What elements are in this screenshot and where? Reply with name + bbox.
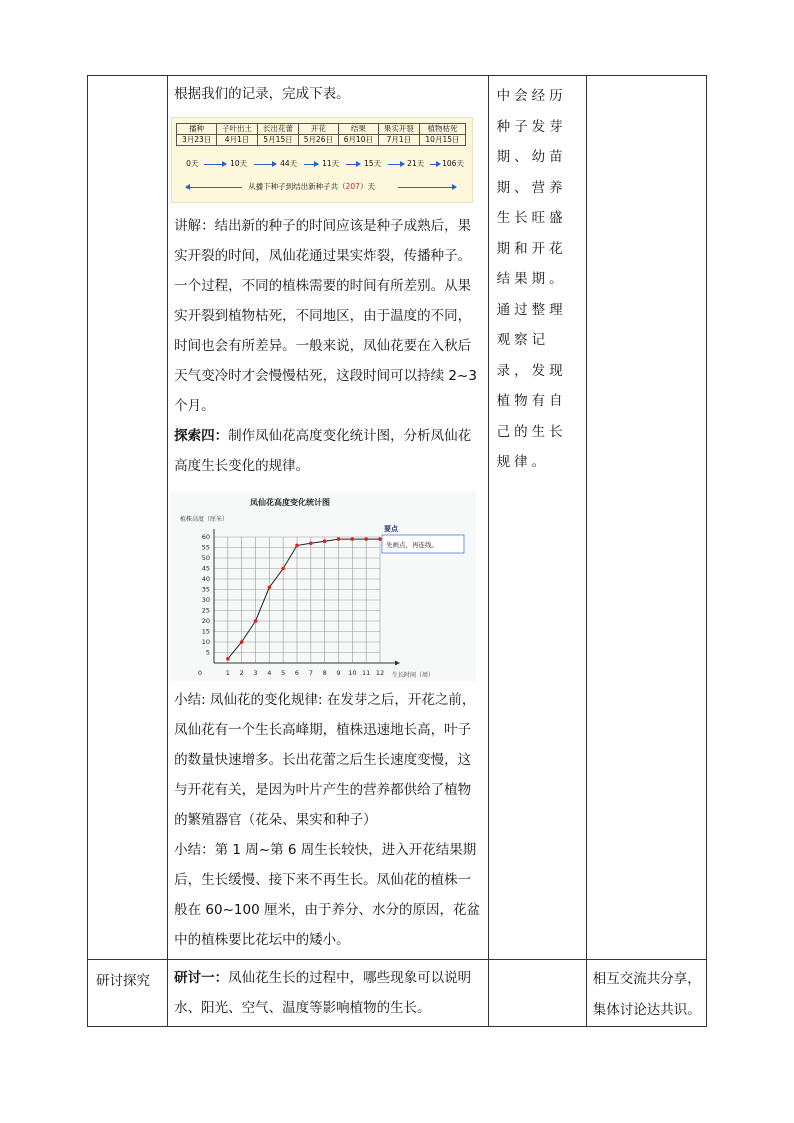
summary2-text: 第 1 周~第 6 周生长较快，进入开花结果期后，生长缓慢、接下来不再生长。凤仙花的植株一般在 60~100 厘米，由于养分、水分的原因，花盆中的植株要比花坛中的矮小。 (174, 842, 480, 948)
data-point (364, 537, 368, 541)
data-point (268, 586, 272, 590)
stage-cell: 植物枯死 (419, 124, 465, 135)
arrow-icon (204, 164, 226, 165)
data-point (378, 537, 382, 541)
days-label: 10天 (230, 159, 248, 168)
date-cell: 5月26日 (298, 135, 338, 146)
content-cell (168, 76, 489, 960)
x-tick-label: 9 (336, 669, 341, 677)
date-cell: 3月23日 (177, 135, 217, 146)
x-tick-label: 2 (239, 669, 244, 677)
x-tick-label: 6 (295, 669, 300, 677)
y-tick-label: 25 (201, 606, 211, 615)
arrow-icon (388, 164, 404, 165)
date-cell: 4月1日 (217, 135, 258, 146)
lesson-plan-table (87, 75, 707, 1027)
data-point (240, 640, 244, 644)
days-label: 44天 (280, 159, 298, 168)
summary2-paragraph (174, 835, 483, 955)
x-tick-label: 5 (281, 669, 286, 677)
arrow-icon (430, 164, 440, 165)
design-intent-text: 中会经历种子发芽期、幼苗期、营养生长旺盛期和开花结果期。通过整理观察记录，发现植物有自己的生长规律。 (496, 88, 567, 470)
days-label: 11天 (322, 159, 340, 168)
days-label: 15天 (364, 159, 382, 168)
summary1-paragraph (174, 685, 483, 835)
discuss-paragraph (174, 963, 483, 1023)
note-text: 先画点，再连线。 (386, 541, 439, 549)
explain-text: 结出新的种子的时间应该是种子成熟后，果实开裂的时间，凤仙花通过果实炸裂，传播种子。一个过程，不同的植株需要的时间有所差别。从果实开裂到植物枯死，不同地区，由于温度的不同，时间也会有所差异。一般来说，凤仙花要在入秋后天气变冷时才会慢慢枯死，这段时间可以持续 2~3个月。 (174, 218, 477, 414)
stage-cell: 开花 (298, 124, 338, 135)
days-label: 106天 (442, 159, 464, 168)
x-axis-label: 生长时间（周） (392, 672, 435, 679)
stage-cell: 长出花蕾 (258, 124, 299, 135)
total-days-text: 从播下种子到结出新种子共（207）天 (248, 182, 375, 191)
discuss-label: 研讨一： (174, 970, 229, 986)
table-row (88, 960, 707, 1027)
x-tick-label: 7 (308, 669, 314, 677)
arrow-icon (346, 164, 360, 165)
stage-cell: 果实开裂 (378, 124, 419, 135)
explore-paragraph (174, 421, 483, 481)
section-label-cell (88, 960, 168, 1027)
data-point (281, 567, 285, 571)
y-tick-label: 40 (201, 575, 211, 584)
x-tick-label: 8 (322, 669, 327, 677)
arrow-left-icon (186, 187, 242, 188)
explain-paragraph (174, 211, 483, 421)
date-cell: 7月1日 (378, 135, 419, 146)
y-tick-label: 50 (201, 554, 211, 563)
stage-cell: 子叶出土 (217, 124, 258, 135)
data-point (309, 542, 313, 546)
height-chart (170, 491, 476, 681)
section-label: 研讨探究 (96, 973, 150, 989)
total-days-row (176, 181, 466, 193)
date-cell: 6月10日 (338, 135, 378, 146)
explore-label: 探索四： (174, 428, 229, 444)
empty-cell (488, 960, 586, 1027)
content-cell (168, 960, 489, 1027)
arrow-right-icon (398, 187, 456, 188)
data-point (226, 657, 230, 661)
days-label: 21天 (407, 159, 425, 168)
x-tick-label: 12 (375, 669, 385, 677)
summary1-label: 小结: (174, 692, 206, 708)
data-point (337, 537, 341, 541)
date-cell: 10月15日 (419, 135, 465, 146)
timeline-table (176, 123, 466, 146)
data-point (295, 544, 299, 548)
intent-cell (586, 960, 706, 1027)
explore-text: 制作凤仙花高度变化统计图，分析凤仙花高度生长变化的规律。 (174, 428, 472, 474)
total-days-value: 207 (345, 182, 360, 191)
date-cell: 5月15日 (258, 135, 299, 146)
y-tick-label: 10 (201, 638, 211, 647)
summary1-text: 凤仙花的变化规律: 在发芽之后，开花之前，凤仙花有一个生长高峰期，植株迅速地长高，叶子的数量快速增多。长出花蕾之后生长速度变慢，这与开花有关，是因为叶片产生的营养都供给了植物的繁殖器官（花朵、果实和种子） (174, 692, 476, 828)
empty-cell (586, 76, 706, 960)
x-tick-label: 3 (253, 669, 258, 677)
x-tick-label: 1 (225, 669, 231, 677)
stage-cell: 结果 (338, 124, 378, 135)
design-intent-cell (488, 76, 586, 960)
data-point (323, 539, 327, 543)
arrow-icon (304, 164, 318, 165)
y-tick-label: 35 (201, 585, 211, 594)
y-tick-label: 60 (201, 533, 211, 542)
table-row (88, 76, 707, 960)
stage-cell: 播种 (177, 124, 217, 135)
y-tick-label: 15 (201, 627, 211, 636)
data-point (254, 619, 258, 623)
chart-svg (170, 491, 476, 681)
summary2-label: 小结： (174, 842, 215, 858)
days-label: 0天 (186, 159, 199, 168)
y-axis-label: 植株高度（厘米） (180, 516, 229, 523)
intent-text: 相互交流共分享，集体讨论达共识。 (592, 971, 701, 1018)
explain-label: 讲解： (174, 218, 215, 234)
y-tick-label: 30 (201, 596, 211, 605)
x-tick-label: 4 (267, 669, 272, 677)
growth-timeline (171, 117, 473, 203)
x-tick-label: 10 (348, 669, 357, 677)
days-row (176, 158, 466, 170)
x-tick-label: 0 (198, 669, 203, 677)
discuss-text: 凤仙花生长的过程中，哪些现象可以说明水、阳光、空气、温度等影响植物的生长。 (174, 970, 472, 1016)
x-tick-label: 11 (362, 669, 371, 677)
y-tick-label: 5 (205, 648, 211, 657)
note-title: 要点 (384, 525, 399, 533)
y-tick-label: 45 (201, 564, 211, 573)
y-tick-label: 20 (201, 617, 211, 626)
arrow-icon (254, 164, 276, 165)
y-tick-label: 55 (201, 543, 211, 552)
intro-text: 根据我们的记录，完成下表。 (174, 86, 350, 102)
empty-cell (88, 76, 168, 960)
chart-title: 凤仙花高度变化统计图 (250, 498, 331, 507)
data-point (351, 537, 355, 541)
